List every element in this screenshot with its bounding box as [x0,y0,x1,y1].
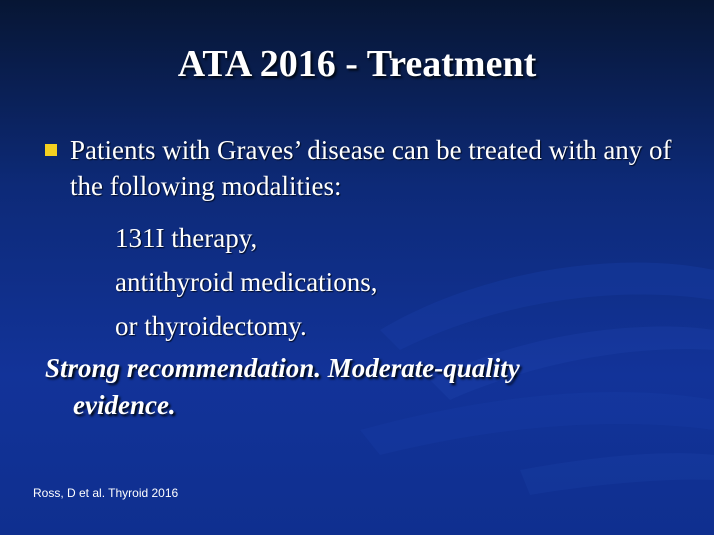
modality-antithyroid: antithyroid medications, [115,267,378,297]
modality-131i: 131I therapy, [115,223,258,253]
bullet-text: Patients with Graves’ disease can be treated with any of the following modalities: [70,135,672,201]
recommendation-text [45,350,665,424]
citation: Ross, D et al. Thyroid 2016 [33,486,179,500]
bullet-item [45,132,685,204]
recommendation-line-1: Strong recommendation. Moderate-quality [45,353,520,383]
modality-thyroidectomy: or thyroidectomy. [115,311,307,341]
square-bullet-icon [45,144,57,156]
recommendation-line-2: evidence. [73,390,176,420]
slide-title: ATA 2016 - Treatment [177,43,537,85]
